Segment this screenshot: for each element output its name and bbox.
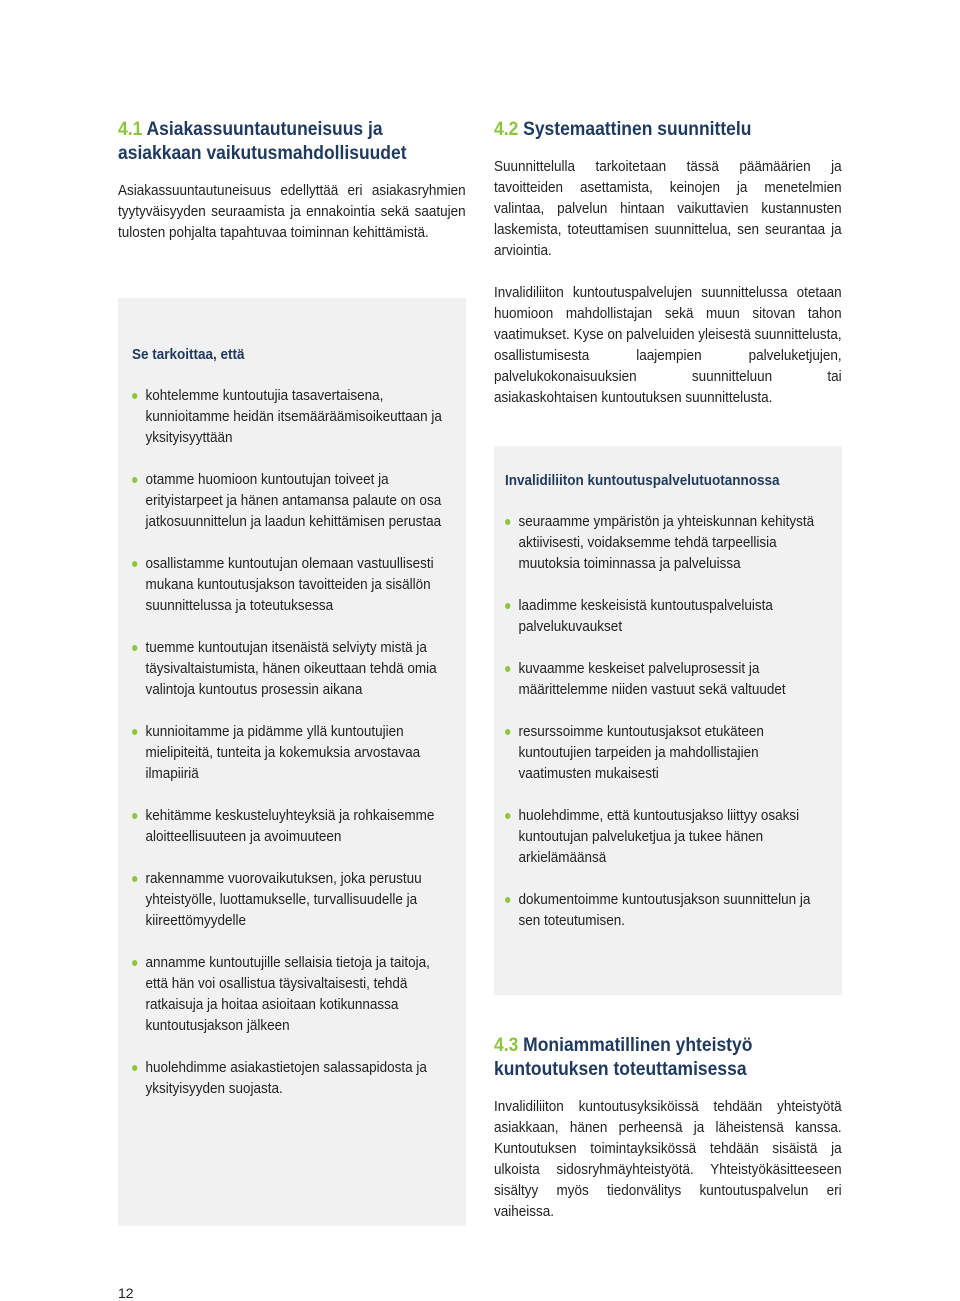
bullet-text: seuraamme ympäristön ja yhteiskunnan kehitystä aktiivisesti, voidaksemme tehdä tarpeellisia muutoksia toiminnassa ja palveluissa	[518, 513, 815, 572]
left-info-box	[118, 298, 466, 1226]
section-number: 4.2	[494, 119, 519, 140]
bullet-text: laadimme keskeisistä kuntoutuspalveluista palvelukuvaukset	[518, 597, 773, 635]
bullet-dot-icon	[132, 393, 137, 399]
bullet-dot-icon	[132, 960, 137, 966]
box-title: Se tarkoittaa, että	[132, 346, 245, 363]
paragraph-cooperation: Invalidiliiton kuntoutusyksiköissä tehdään yhteistyötä asiakkaan, hänen perheensä ja läheistensä kanssa. Kuntoutuksen toimintayksikössä tehdään sisäistä ja ulkoista sidosryhmäyhteistyötä. Yhteistyökäsitteeseen sisältyy myös tiedonvälitys kuntoutuspalvelun eri vaiheissa.	[494, 1098, 842, 1220]
section-title: Asiakassuuntautuneisuus ja asiakkaan vaikutusmahdollisuudet	[118, 119, 407, 164]
bullet-dot-icon	[132, 561, 137, 567]
box-title: Invalidiliiton kuntoutuspalvelutuotannossa	[505, 472, 780, 489]
intro-paragraph: Asiakassuuntautuneisuus edellyttää eri asiakasryhmien tyytyväisyyden seuraamista ja ennakointia sekä saatujen tulosten pohjalta tapahtuvaa toiminnan kehittämistä.	[118, 182, 466, 241]
bullet-dot-icon	[505, 666, 510, 672]
section-title: Systemaattinen suunnittelu	[523, 119, 752, 140]
bullet-item	[505, 511, 834, 574]
section-number: 4.1	[118, 119, 143, 140]
bullet-item	[132, 553, 455, 616]
bullet-item	[505, 595, 834, 637]
bullet-text: kunnioitamme ja pidämme yllä kuntoutujien mielipiteitä, tunteita ja kokemuksia arvostavaa ilmapiiriä	[145, 723, 421, 782]
bullet-item	[132, 1057, 455, 1099]
bullet-text: otamme huomioon kuntoutujan toiveet ja erityistarpeet ja hänen antamansa palaute on osa jatkosuunnittelun ja laadun kehittämisen perustaa	[145, 471, 442, 530]
section-title: Moniammatillinen yhteistyö kuntoutuksen toteuttamisessa	[494, 1035, 753, 1080]
section-heading-4-2	[494, 118, 840, 142]
right-info-box	[494, 446, 842, 995]
section-heading-4-3	[494, 1034, 840, 1082]
paragraph-planning: Suunnittelulla tarkoitetaan tässä päämäärien ja tavoitteiden asettamista, keinojen ja menetelmien valintaa, palvelun hintaan vaikuttavien kustannusten laskemista, toteuttamisen suunnittelua, sen seurantaa ja arviointia.	[494, 158, 842, 259]
right-bullet-list	[505, 511, 821, 931]
bullet-text: huolehdimme, että kuntoutusjakso liittyy osaksi kuntoutujan palveluketjua ja tukee hänen arkielämäänsä	[518, 807, 800, 866]
bullet-dot-icon	[505, 729, 510, 735]
bullet-text: kuvaamme keskeiset palveluprosessit ja määrittelemme niiden vastuut sekä valtuudet	[518, 660, 786, 698]
bullet-dot-icon	[132, 813, 137, 819]
bullet-item	[132, 469, 455, 532]
bullet-dot-icon	[132, 477, 137, 483]
bullet-item	[132, 868, 455, 931]
paragraph-invalidiliitto-planning: Invalidiliiton kuntoutuspalvelujen suunnittelussa otetaan huomioon mahdollistajan sekä muun sitovan tahon vaatimukset. Kyse on palveluiden yleisestä suunnittelusta, osallistumisesta laajempien palveluketjujen, palvelukokonaisuuksien suunnitteluun tai asiakaskohtaisen kuntoutuksen suunnittelusta.	[494, 284, 842, 406]
bullet-text: kohtelemme kuntoutujia tasavertaisena, kunnioitamme heidän itsemääräämisoikeuttaan ja yksityisyyttään	[145, 387, 442, 446]
bullet-text: resurssoimme kuntoutusjaksot etukäteen kuntoutujien tarpeiden ja mahdollistajien vaatimusten mukaisesti	[518, 723, 764, 782]
section-4-3	[494, 1034, 842, 1222]
bullet-dot-icon	[505, 603, 510, 609]
bullet-item	[505, 721, 834, 784]
section-number: 4.3	[494, 1035, 519, 1056]
left-bullet-list	[132, 385, 442, 1099]
bullet-text: dokumentoimme kuntoutusjakson suunnittelun ja sen toteutumisen.	[518, 891, 811, 929]
left-column	[118, 118, 466, 243]
bullet-dot-icon	[505, 519, 510, 525]
bullet-text: rakennamme vuorovaikutuksen, joka perustuu yhteistyölle, luottamukselle, turvallisuudelle ja kiireettömyydelle	[145, 870, 422, 929]
bullet-item	[132, 637, 455, 700]
bullet-item	[132, 952, 455, 1036]
bullet-dot-icon	[132, 1065, 137, 1071]
bullet-text: kehitämme keskusteluyhteyksiä ja rohkaisemme aloitteellisuuteen ja avoimuuteen	[145, 807, 435, 845]
bullet-dot-icon	[132, 729, 137, 735]
right-column	[494, 118, 842, 408]
bullet-text: tuemme kuntoutujan itsenäistä selviyty mistä ja täysivaltaistumista, hänen oikeuttaan tehdä omia valintoja kuntoutus prosessin aikana	[145, 639, 437, 698]
bullet-text: huolehdimme asiakastietojen salassapidosta ja yksityisyyden suojasta.	[145, 1059, 427, 1097]
bullet-dot-icon	[505, 897, 510, 903]
bullet-item	[132, 805, 455, 847]
bullet-item	[132, 721, 455, 784]
bullet-dot-icon	[505, 813, 510, 819]
bullet-dot-icon	[132, 645, 137, 651]
bullet-item	[505, 805, 834, 868]
bullet-item	[132, 385, 455, 448]
bullet-text: annamme kuntoutujille sellaisia tietoja ja taitoja, että hän voi osallistua täysivaltaisesti, tehdä ratkaisuja ja hoitaa asioitaan kotikunnassa kuntoutusjakson jälkeen	[145, 954, 430, 1034]
section-heading-4-1	[118, 118, 464, 166]
bullet-text: osallistamme kuntoutujan olemaan vastuullisesti mukana kuntoutusjakson tavoitteiden ja sisällön suunnittelussa ja toteutuksessa	[145, 555, 434, 614]
bullet-dot-icon	[132, 876, 137, 882]
page-number: 12	[118, 1285, 134, 1301]
bullet-item	[505, 658, 834, 700]
bullet-item	[505, 889, 834, 931]
